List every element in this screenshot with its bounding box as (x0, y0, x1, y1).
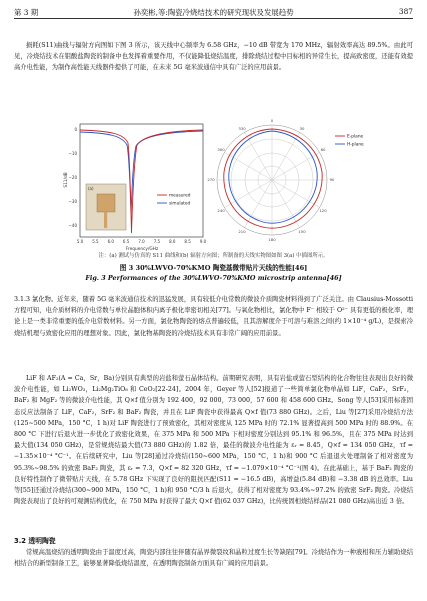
panel-b-polar-plot (217, 125, 327, 235)
y-tick-label: −10 (68, 151, 77, 156)
journal-issue: 第 3 期 (14, 8, 39, 17)
x-tick-label: 6.5 (122, 239, 130, 244)
x-tick-label: 8.5 (184, 239, 191, 244)
panel-a-legend (157, 193, 191, 207)
legend-e-plane: E-plane (347, 134, 364, 140)
y-tick-label: −40 (68, 223, 77, 228)
panel-a-y-ticks (69, 127, 78, 228)
x-tick-label: 8.0 (169, 239, 176, 244)
running-title: 孙奕彬,等:陶瓷冷烧结技术的研究现状及发展趋势 (133, 8, 294, 17)
angle-label: 30 (299, 126, 305, 131)
panel-a-ylabel: S11/dB (64, 172, 69, 188)
x-tick-label: 7.5 (153, 239, 161, 244)
x-tick-label: 5.5 (92, 239, 99, 244)
figure-caption-en: Fig. 3 Performances of the 30%LWVO-70%KMO microstrip antenna[46] (85, 274, 342, 282)
transparent-ceramics-paragraph: 常规高温烧结的透明陶瓷由于温度过高，陶瓷内部往往伴随有晶界微裂纹和晶粒过度生长等缺陷[79]。冷烧结作为一种液相和压力辅助烧结相结合的新型制备工艺，能够显著降低烧结温度，在透明陶瓷制备方面具有广阔的应用前景。 (14, 549, 413, 568)
legend-measured: measured (169, 193, 191, 199)
section-3-1-3-paragraph: 3.1.3 氯化物。近年来，随着 5G 毫米波通信技术的迅猛发展，具有较低介电常数的微波介质陶瓷材料得到了广泛关注。由 Clausius-Mossotti 方程可知，电介质材料的介电常数与单位晶胞体积内离子极化率密切相关[77]。与氧化物相比，氯化物中 F⁻ 相较于 O²⁻ 具有更低的极化率，理论上是一类非常重要的低介电常数材料。另一方面，氯化物陶瓷的熔点普遍较低，且其溶解度介于可溶与难溶之间(约 1×10⁻⁴ g/L)，是探索冷烧结机理与致密化应用的理想对象。因此，氯化物基陶瓷的冷烧结技术具有非常广阔的应用前景。 (14, 296, 413, 337)
angle-label: 330 (238, 126, 246, 131)
x-tick-label: 9.0 (199, 239, 207, 244)
angle-label: 150 (298, 229, 306, 234)
x-tick-label: 7.0 (138, 239, 145, 244)
y-tick-label: −20 (68, 175, 77, 180)
legend-simulated: simulated (169, 201, 191, 207)
y-tick-label: −30 (68, 199, 77, 204)
angle-label: 0 (270, 118, 274, 123)
figure-note: 注：(a) 测试与仿真的 S11 曲线和(b) 辐射方向图；所制备的天线实物图如图 3(a) 中插图所示。 (98, 253, 329, 259)
intro-paragraph: 损耗(S11)曲线与辐射方向图如下图 3 所示，该天线中心频率为 6.58 GHz，−10 dB 带宽为 170 MHz，辐射效率高达 89.5%。由此可见，冷烧结技术在钼酸盐陶瓷的制备中也发挥着重要作用，不仅能降低烧结温度，排除烧结过程中目标相的异常生长，提高致密度，还能有效提高介电性能，为制作高性能天线器件提供了可能，在未来 5G 毫米波通信中具有广泛的应用前景。 (14, 42, 413, 72)
angle-label: 300 (217, 147, 225, 152)
angle-label: 120 (319, 208, 327, 213)
panel-b-legend (335, 134, 364, 148)
x-tick-label: 6.0 (107, 239, 114, 244)
y-tick-label: 0 (74, 127, 77, 132)
inset-label: (a) (88, 186, 94, 191)
legend-h-plane: H-plane (347, 142, 364, 148)
x-tick-label: 5.0 (76, 239, 84, 244)
figure-caption-cn: 图 3 30%LWVO-70%KMO 陶瓷基微带贴片天线的性能[46] (119, 264, 308, 272)
lif-paragraph: LiF 和 AF₂(A = Ca，Sr，Ba)分别具有典型的岩盐和萤石晶体结构。前期研究表明，具有岩盐或萤石型结构的化合物往往表现出良好的微波介电性能，如 Li₂WO₃，Li₂Mg₂TiO₈ 和 CeO₂[22-24]。2004 年，Geyer 等人[52]报道了一些简单氯化物单晶如 LiF，CaF₂，SrF₂，BaF₂ 和 MgF₂ 等的微波介电性能，其 Q×f 值分别为 192 400，92 000，73 000，57 600 和 458 600 GHz。Song 等人[53]采用标准固态反应法制备了 LiF，CaF₂，SrF₂ 和 BaF₂ 陶瓷，并且在 LiF 陶瓷中获得最高 Q×f 值(73 880 GHz)。之后，Liu 等[27]采用冷烧结方法(125~500 MPa，150 °C，1 h)对 LiF 陶瓷进行了预致密化，其相对密度从 125 MPa 时的 72.1% 显著提高到 500 MPa 时的 88.9%。在 800 °C 下进行后退火进一步优化了致密化效果，在 375 MPa 和 500 MPa 下相对密度分别达到 95.1% 和 96.5%，且在 375 MPa 时达到最大值(134 050 GHz)，是常规烧结最大值(73 880 GHz)的 1.82 倍，最佳的微波介电性能为 εᵣ = 8.45，Q×f = 134 050 GHz，τf = −1.35×10⁻⁴ °C⁻¹。在后续研究中，Liu 等[28]通过冷烧结(150~600 MPa，150 °C，1 h)和 900 °C 后退退火处理制备了相对密度为 95.3%~98.5% 的致密 BaF₂ 陶瓷，其 εᵣ = 7.3，Q×f = 82 320 GHz，τf = −1.079×10⁻⁴ °C⁻¹(图 4)。在此基础上，基于 BaF₂ 陶瓷的良好特性制作了微带贴片天线，在 5.78 GHz 下实现了良好的阻抗匹配(S11 = −16.5 dB)，高增益(5.84 dB)和 −3.38 dB 的总效率。Liu 等[55]还通过冷烧结(300~900 MPa，150 °C，1 h)和 950 °C/3 h 后退火，获得了相对密度为 93.4%~97.2% 的致密 SrF₂ 陶瓷。冷烧结陶瓷表现出了良好的可观测结构优化，在 750 MPa 时获得了最大 Q×f 值(62 037 GHz)，比传统固相烧结样品(21 080 GHz)高出近 3 倍。 (14, 375, 413, 506)
angle-label: 180 (268, 237, 276, 242)
page-number: 387 (398, 7, 413, 16)
panel-a-x-ticks (77, 239, 207, 244)
angle-label: 90 (329, 177, 335, 182)
angle-label: 240 (217, 208, 225, 213)
angle-label: 210 (238, 229, 246, 234)
angle-label: 60 (320, 147, 326, 152)
h-plane-pattern (229, 131, 317, 223)
section-3-2-heading: 3.2 透明陶瓷 (14, 537, 56, 545)
angle-label: 270 (207, 177, 215, 182)
panel-a-xlabel: Frequency/GHz (125, 247, 159, 252)
